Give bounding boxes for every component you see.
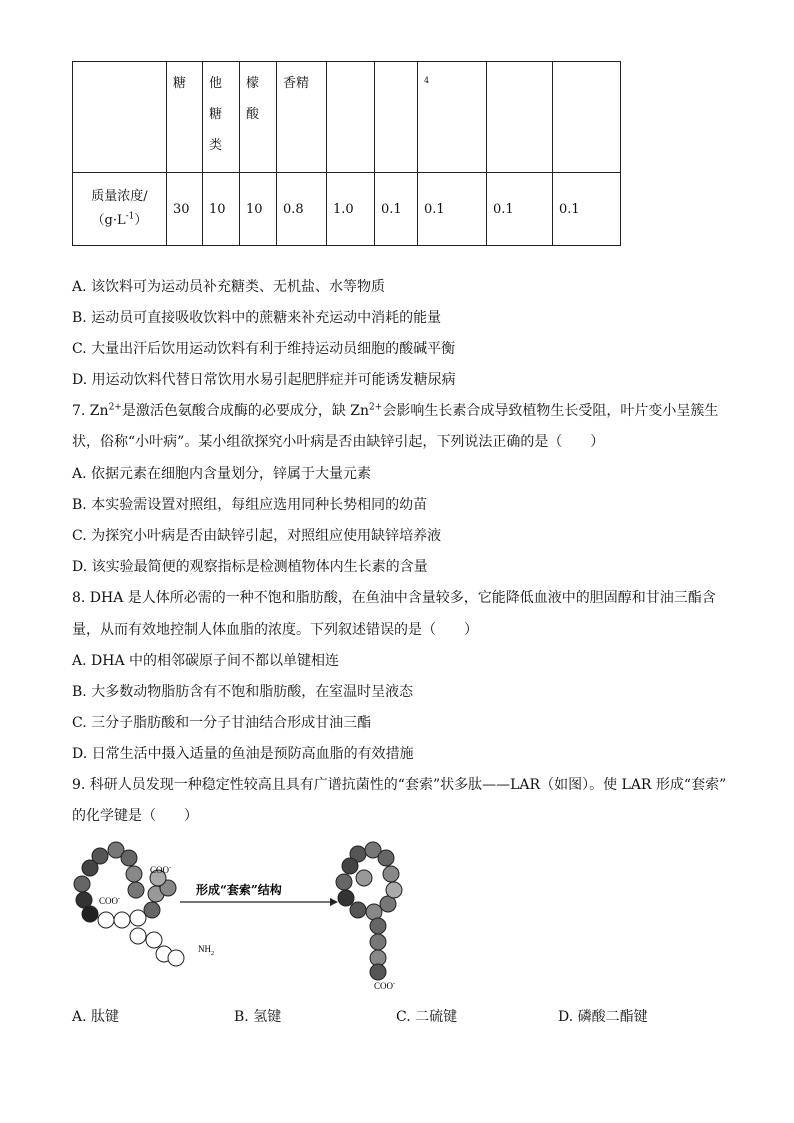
amino-acid-bead — [130, 928, 146, 944]
amino-acid-bead — [168, 950, 184, 966]
header-text: 糖 — [209, 107, 223, 122]
q8-stem-line2: 量，从而有效地控制人体血脂的浓度。下列叙述错误的是（ ） — [72, 622, 478, 638]
value-cell: 0.1 — [553, 173, 621, 246]
amino-acid-bead — [366, 904, 382, 920]
composition-table — [72, 61, 621, 246]
amino-acid-bead — [378, 850, 394, 866]
header-cell-citric-acid — [240, 62, 277, 173]
amino-acid-bead — [370, 934, 386, 950]
coo-label: COO- — [150, 865, 172, 875]
coo-label: COO- — [374, 981, 396, 991]
nh2-label: $NH_2$ — [198, 944, 214, 957]
q6-option-c: C. 大量出汗后饮用运动饮料有利于维持运动员细胞的酸碱平衡 — [72, 341, 456, 357]
header-cell-4 — [418, 62, 487, 173]
amino-acid-bead — [356, 870, 372, 886]
amino-acid-bead — [386, 882, 402, 898]
arrow-label: 形成“套索”结构 — [196, 883, 282, 897]
table-header-row — [73, 62, 621, 173]
amino-acid-bead — [126, 866, 142, 882]
value-cell: 0.1 — [418, 173, 487, 246]
q7-option-d: D. 该实验最简便的观察指标是检测植物体内生长素的含量 — [72, 559, 428, 575]
amino-acid-bead — [98, 912, 114, 928]
q9-option-d: D. 磷酸二酯键 — [558, 1009, 648, 1025]
q8-option-a: A. DHA 中的相邻碳原子间不都以单键相连 — [72, 653, 340, 669]
row-label — [73, 173, 167, 246]
header-text: 酸 — [246, 107, 260, 122]
amino-acid-bead — [82, 906, 98, 922]
coo-label: COO- — [99, 896, 121, 906]
header-cell-other-sugar — [203, 62, 240, 173]
amino-acid-bead — [128, 882, 144, 898]
value-cell: 10 — [203, 173, 240, 246]
q9-stem-line2: 的化学键是（ ） — [72, 808, 198, 824]
amino-acid-bead — [383, 866, 399, 882]
amino-acid-bead — [74, 876, 90, 892]
header-text: 他 — [209, 76, 223, 91]
q7-stem-line2: 状，俗称“小叶病”。某小组欲探究小叶病是否由缺锌引起，下列说法正确的是（ ） — [72, 434, 605, 450]
header-cell-flavor: 香精 — [277, 62, 327, 173]
q8-stem-line1: 8. DHA 是人体所必需的一种不饱和脂肪酸，在鱼油中含量较多，它能降低血液中的胆固醇和甘油三酯含 — [72, 590, 716, 606]
q6-option-b: B. 运动员可直接吸收饮料中的蔗糖来补充运动中消耗的能量 — [72, 310, 442, 326]
q6-option-d: D. 用运动饮料代替日常饮用水易引起肥胖症并可能诱发糖尿病 — [72, 372, 456, 388]
amino-acid-bead — [336, 874, 352, 890]
q9-option-b: B. 氢键 — [234, 1009, 282, 1025]
value-cell: 30 — [167, 173, 203, 246]
value-cell: 10 — [240, 173, 277, 246]
header-cell-empty — [487, 62, 553, 173]
value-cell: 0.1 — [487, 173, 553, 246]
amino-acid-bead — [370, 918, 386, 934]
row-label-unit: $(g\cdot L^{-1})$ — [91, 211, 148, 228]
q8-option-c: C. 三分子脂肪酸和一分子甘油结合形成甘油三酯 — [72, 715, 372, 731]
amino-acid-bead — [342, 858, 358, 874]
lasso-peptide-figure — [68, 838, 428, 998]
value-cell: 0.8 — [277, 173, 327, 246]
q9-option-c: C. 二硫键 — [396, 1009, 458, 1025]
header-cell-empty — [73, 62, 167, 173]
amino-acid-bead — [121, 850, 137, 866]
amino-acid-bead — [370, 964, 386, 980]
amino-acid-bead — [350, 902, 366, 918]
q7-option-b: B. 本实验需设置对照组，每组应选用同种长势相同的幼苗 — [72, 497, 428, 513]
amino-acid-bead — [114, 912, 130, 928]
amino-acid-bead — [144, 902, 160, 918]
amino-acid-bead — [146, 932, 162, 948]
q7-option-c: C. 为探究小叶病是否由缺锌引起，对照组应使用缺锌培养液 — [72, 528, 442, 544]
lasso-peptide-chain — [336, 842, 402, 980]
amino-acid-bead — [338, 890, 354, 906]
value-cell: 1.0 — [327, 173, 375, 246]
header-cell-empty — [327, 62, 375, 173]
header-text: 类 — [209, 138, 223, 153]
q8-option-b: B. 大多数动物脂肪含有不饱和脂肪酸，在室温时呈液态 — [72, 684, 414, 700]
value-cell: 0.1 — [375, 173, 418, 246]
amino-acid-bead — [130, 910, 146, 926]
amino-acid-bead — [82, 860, 98, 876]
header-cell-empty — [375, 62, 418, 173]
header-text: 檬 — [246, 76, 260, 91]
q6-option-a: A. 该饮料可为运动员补充糖类、无机盐、水等物质 — [72, 279, 386, 295]
linear-peptide-chain — [74, 842, 184, 966]
table-value-row — [73, 173, 621, 246]
header-text: 4 — [424, 76, 430, 85]
header-cell-empty — [553, 62, 621, 173]
header-cell-sugar: 糖 — [167, 62, 203, 173]
q9-stem-line1: 9. 科研人员发现一种稳定性较高且具有广谱抗菌性的“套索”状多肽——LAR（如图）。使 LAR 形成“套索” — [72, 777, 727, 793]
arrow-head-icon — [330, 898, 338, 906]
q7-option-a: A. 依据元素在细胞内含量划分，锌属于大量元素 — [72, 466, 372, 482]
q7-stem-line1: 7. $Zn^{2+}$是激活色氨酸合成酶的必要成分，缺 $Zn^{2+}$会影响生长素合成导致植物生长受阻，叶片变小呈簇生 — [72, 402, 719, 419]
row-label-text: 质量浓度/ — [91, 189, 148, 204]
q9-option-a: A. 肽键 — [72, 1009, 120, 1025]
q8-option-d: D. 日常生活中摄入适量的鱼油是预防高血脂的有效措施 — [72, 746, 414, 762]
